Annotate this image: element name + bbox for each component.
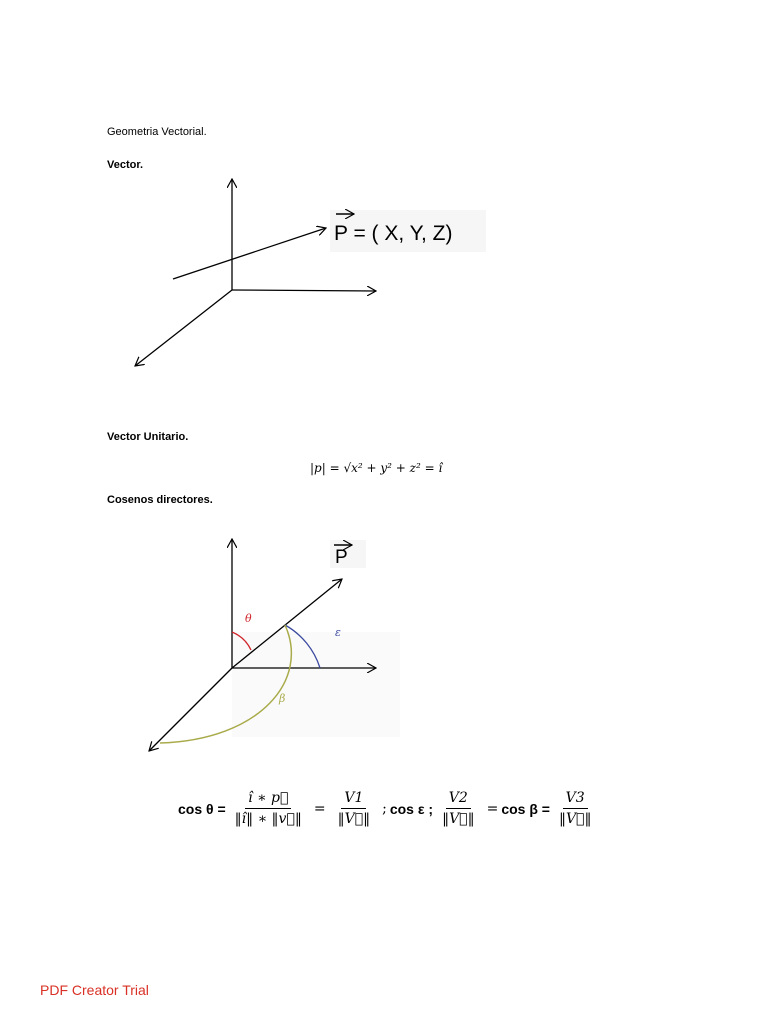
fraction-4 bbox=[556, 790, 595, 827]
diagram-direction-cosines bbox=[149, 539, 400, 751]
numerator: î ∗ p⃗ bbox=[245, 790, 291, 809]
denominator: ‖V⃗‖ bbox=[558, 811, 592, 827]
section-heading-vector: Vector. bbox=[107, 159, 144, 171]
vector-label-2: P bbox=[335, 547, 348, 568]
diagram-3d-axes-vector bbox=[135, 179, 376, 366]
cos-epsilon: cos ε ; bbox=[389, 800, 434, 817]
equals: = bbox=[313, 800, 326, 817]
unit-vector-formula: |p| = √x² + y² + z² = î bbox=[310, 461, 443, 475]
beta-label: β bbox=[279, 692, 286, 705]
denominator: ‖V⃗‖ bbox=[337, 811, 371, 827]
separator: ; bbox=[382, 800, 387, 817]
x-axis-2 bbox=[149, 668, 232, 751]
denominator: ‖î‖ ∗ ‖v⃗‖ bbox=[234, 811, 302, 827]
fraction-2 bbox=[335, 790, 374, 827]
fraction-3 bbox=[439, 790, 478, 827]
denominator: ‖V⃗‖ bbox=[442, 811, 475, 827]
section-heading-direction-cosines: Cosenos directores. bbox=[107, 494, 213, 506]
numerator: V1 bbox=[341, 790, 366, 809]
vector-p bbox=[173, 228, 326, 279]
watermark-text: PDF Creator Trial bbox=[40, 982, 149, 998]
equals: = bbox=[486, 800, 499, 817]
epsilon-label: ε bbox=[335, 626, 341, 639]
numerator: V3 bbox=[563, 790, 588, 809]
fraction-1 bbox=[232, 790, 305, 827]
section-heading-unit-vector: Vector Unitario. bbox=[107, 431, 189, 443]
direction-cosines-equation bbox=[178, 790, 600, 827]
numerator: V2 bbox=[446, 790, 471, 809]
cos-beta: cos β = bbox=[501, 800, 550, 817]
x-axis bbox=[135, 290, 232, 366]
document-title: Geometria Vectorial. bbox=[107, 126, 207, 138]
y-axis bbox=[232, 290, 376, 291]
theta-label: θ bbox=[245, 612, 252, 625]
vector-label: P = ( X, Y, Z) bbox=[334, 222, 453, 245]
cos-theta: cos θ = bbox=[178, 800, 226, 817]
